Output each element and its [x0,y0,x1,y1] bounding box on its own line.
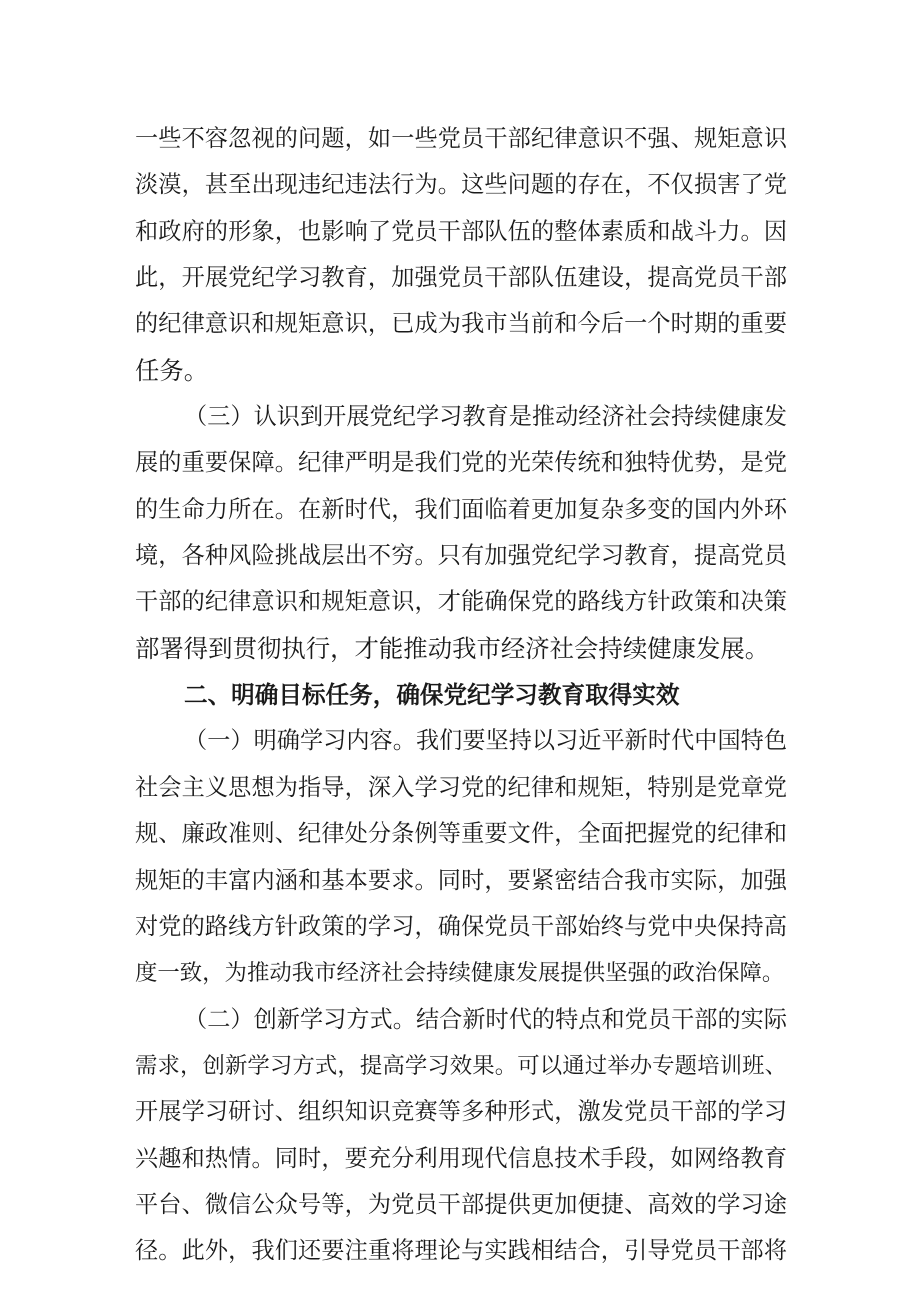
text-line: 兴趣和热情。同时，要充分利用现代信息技术手段，如网络教育 [135,1145,787,1172]
text-line: 淡漠，甚至出现违纪违法行为。这些问题的存在，不仅损害了党 [135,172,787,199]
text-line: 规、廉政准则、纪律处分条例等重要文件，全面把握党的纪律和 [135,821,787,848]
text-line: 一些不容忽视的问题，如一些党员干部纪律意识不强、规矩意识 [135,126,787,152]
text-line: 和政府的形象，也影响了党员干部队伍的整体素质和战斗力。因 [135,218,787,245]
text-line: 度一致，为推动我市经济社会持续健康发展提供坚强的政治保障。 [135,960,785,987]
text-line: 的纪律意识和规矩意识，已成为我市当前和今后一个时期的重要 [135,311,787,338]
text-line: 干部的纪律意识和规矩意识，才能确保党的路线方针政策和决策 [135,589,787,616]
text-line: 展的重要保障。纪律严明是我们党的光荣传统和独特优势，是党 [135,450,787,477]
text-line: 社会主义思想为指导，深入学习党的纪律和规矩，特别是党章党 [135,774,787,801]
text-line: 部署得到贯彻执行，才能推动我市经济社会持续健康发展。 [135,633,770,663]
paragraph-start-line: （三）认识到开展党纪学习教育是推动经济社会持续健康发 [184,404,787,431]
text-line: 平台、微信公众号等，为党员干部提供更加便捷、高效的学习途 [135,1191,787,1218]
text-line: 的生命力所在。在新时代，我们面临着更加复杂多变的国内外环 [135,496,787,523]
document-body [135,116,787,1275]
text-line: 径。此外，我们还要注重将理论与实践相结合，引导党员干部将 [135,1238,787,1265]
paragraph-start-line: （一）明确学习内容。我们要坚持以习近平新时代中国特色 [184,728,787,755]
text-line: 此，开展党纪学习教育，加强党员干部队伍建设，提高党员干部 [135,265,787,292]
text-line: 对党的路线方针政策的学习，确保党员干部始终与党中央保持高 [135,913,787,940]
paragraph-start-line: （二）创新学习方式。结合新时代的特点和党员干部的实际 [184,1006,787,1033]
section-heading: 二、明确目标任务，确保党纪学习教育取得实效 [184,681,680,710]
text-line: 任务。 [135,355,209,385]
text-line: 规矩的丰富内涵和基本要求。同时，要紧密结合我市实际，加强 [135,867,787,894]
text-line: 需求，创新学习方式，提高学习效果。可以通过举办专题培训班、 [135,1052,787,1079]
text-line: 开展学习研讨、组织知识竞赛等多种形式，激发党员干部的学习 [135,1099,787,1126]
text-line: 境，各种风险挑战层出不穷。只有加强党纪学习教育，提高党员 [135,543,787,570]
